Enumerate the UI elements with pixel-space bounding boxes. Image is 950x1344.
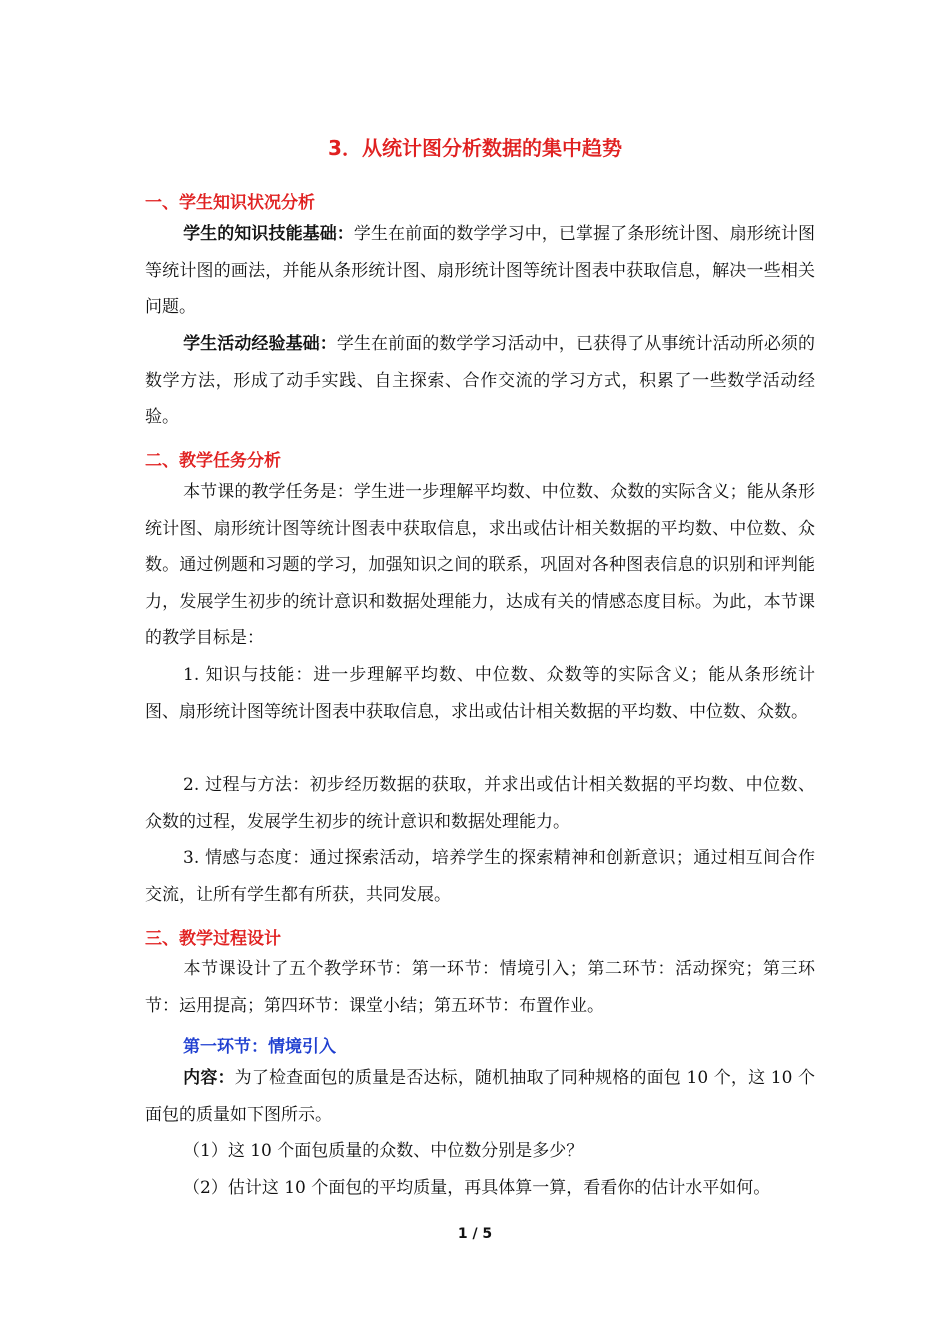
experience-label: 学生活动经验基础： bbox=[183, 334, 337, 354]
section-heading-1: 一、学生知识状况分析 bbox=[145, 193, 315, 213]
subsection-heading-1: 第一环节：情境引入 bbox=[183, 1037, 336, 1057]
paragraph-goal-3 bbox=[145, 840, 815, 913]
section-heading-2: 二、教学任务分析 bbox=[145, 451, 281, 471]
question-2-text: （2）估计这 10 个面包的平均质量，再具体算一算，看看你的估计水平如何。 bbox=[183, 1178, 771, 1198]
page-number: 1 / 5 bbox=[457, 1226, 493, 1242]
paragraph-content bbox=[145, 1060, 815, 1133]
section-heading-3: 三、教学过程设计 bbox=[145, 929, 281, 949]
question-1 bbox=[145, 1133, 815, 1170]
skills-label: 学生的知识技能基础： bbox=[183, 224, 354, 244]
goal-1-text: 1. 知识与技能：进一步理解平均数、中位数、众数等的实际含义；能从条形统计图、扇形统计图等统计图表中获取信息，求出或估计相关数据的平均数、中位数、众数。 bbox=[145, 665, 815, 722]
content-label: 内容： bbox=[183, 1068, 235, 1088]
goal-2-text: 2. 过程与方法：初步经历数据的获取，并求出或估计相关数据的平均数、中位数、众数的过程，发展学生初步的统计意识和数据处理能力。 bbox=[145, 775, 815, 832]
process-intro-text: 本节课设计了五个教学环节：第一环节：情境引入；第二环节：活动探究；第三环节：运用提高；第四环节：课堂小结；第五环节：布置作业。 bbox=[145, 959, 815, 1016]
paragraph-process-intro bbox=[145, 951, 815, 1024]
paragraph-task-intro bbox=[145, 474, 815, 657]
content-text: 为了检查面包的质量是否达标，随机抽取了同种规格的面包 10 个，这 10 个面包的质量如下图所示。 bbox=[145, 1068, 815, 1125]
experience-text: 学生在前面的数学学习活动中，已获得了从事统计活动所必须的数学方法，形成了动手实践、自主探索、合作交流的学习方式，积累了一些数学活动经验。 bbox=[145, 334, 816, 427]
paragraph-goal-1 bbox=[145, 657, 815, 730]
page-title: 3．从统计图分析数据的集中趋势 bbox=[328, 136, 622, 160]
goal-3-text: 3. 情感与态度：通过探索活动，培养学生的探索精神和创新意识；通过相互间合作交流，让所有学生都有所获，共同发展。 bbox=[145, 848, 815, 905]
task-intro-text: 本节课的教学任务是：学生进一步理解平均数、中位数、众数的实际含义；能从条形统计图、扇形统计图等统计图表中获取信息，求出或估计相关数据的平均数、中位数、众数。通过例题和习题的学习，加强知识之间的联系，巩固对各种图表信息的识别和评判能力，发展学生初步的统计意识和数据处理能力，达成有关的情感态度目标。为此，本节课的教学目标是： bbox=[145, 482, 815, 648]
paragraph-skills bbox=[145, 216, 815, 326]
question-1-text: （1）这 10 个面包质量的众数、中位数分别是多少？ bbox=[183, 1141, 584, 1161]
question-2 bbox=[145, 1170, 815, 1207]
skills-text: 学生在前面的数学学习中，已掌握了条形统计图、扇形统计图等统计图的画法，并能从条形统计图、扇形统计图等统计图表中获取信息，解决一些相关问题。 bbox=[145, 224, 816, 317]
paragraph-experience bbox=[145, 326, 815, 436]
paragraph-goal-2 bbox=[145, 767, 815, 840]
